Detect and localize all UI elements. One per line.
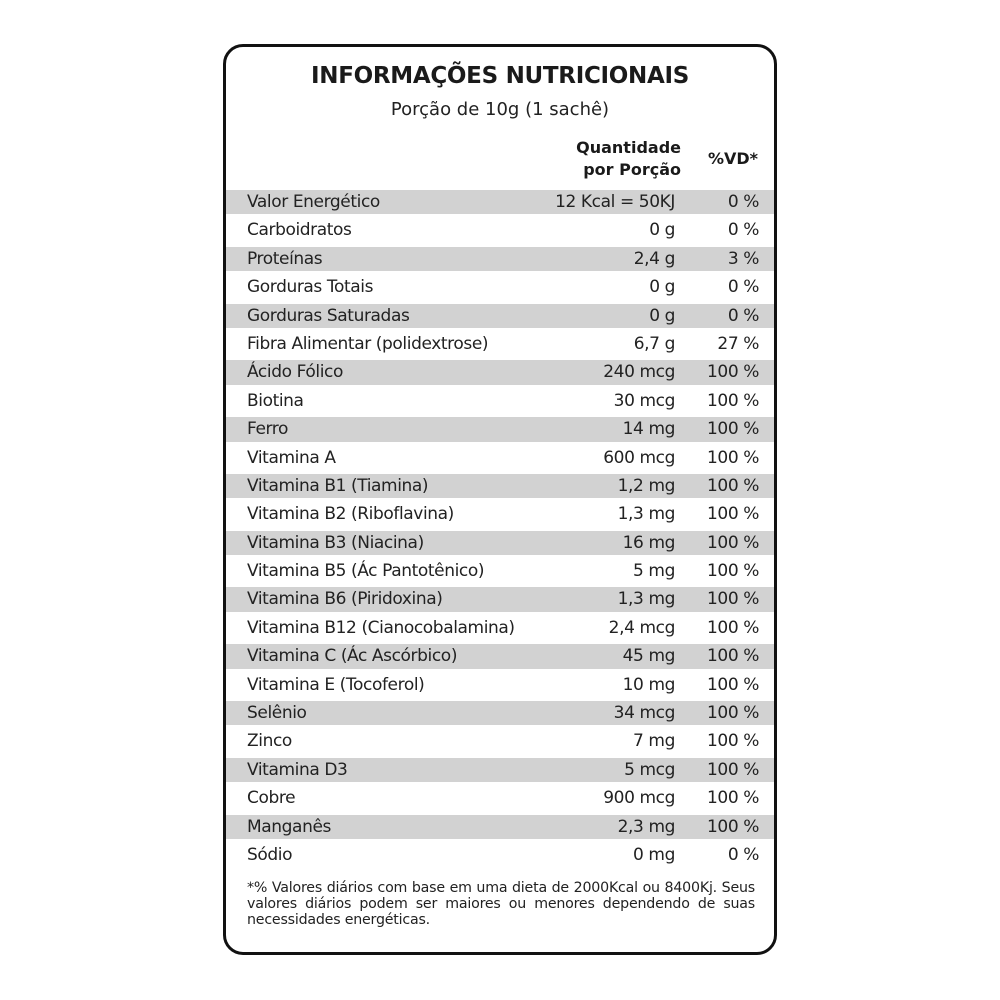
nutrient-quantity: 0 g xyxy=(649,305,675,326)
nutrient-name: Manganês xyxy=(247,816,331,837)
nutrient-table xyxy=(226,188,774,869)
nutrient-row xyxy=(226,642,774,670)
nutrient-quantity: 240 mcg xyxy=(603,362,675,383)
nutrient-name: Zinco xyxy=(247,731,292,752)
row-shading xyxy=(226,701,774,725)
nutrient-daily-value: 100 % xyxy=(706,390,759,411)
nutrient-quantity: 34 mcg xyxy=(613,703,675,724)
nutrient-row xyxy=(226,472,774,500)
nutrient-daily-value: 100 % xyxy=(706,816,759,837)
nutrient-name: Vitamina D3 xyxy=(247,759,348,780)
nutrient-row xyxy=(226,387,774,415)
nutrient-row xyxy=(226,727,774,755)
nutrient-daily-value: 100 % xyxy=(706,447,759,468)
nutrient-quantity: 1,3 mg xyxy=(617,504,675,525)
nutrient-name: Gorduras Totais xyxy=(247,277,374,298)
nutrient-row xyxy=(226,784,774,812)
nutrient-row xyxy=(226,756,774,784)
nutrient-row xyxy=(226,529,774,557)
nutrient-daily-value: 100 % xyxy=(706,475,759,496)
nutrient-quantity: 0 g xyxy=(649,277,675,298)
nutrient-daily-value: 100 % xyxy=(706,703,759,724)
nutrient-daily-value: 100 % xyxy=(706,674,759,695)
nutrient-row xyxy=(226,671,774,699)
nutrient-row xyxy=(226,330,774,358)
nutrient-quantity: 5 mg xyxy=(633,561,675,582)
nutrient-quantity: 16 mg xyxy=(622,532,675,553)
nutrient-name: Ferro xyxy=(247,419,289,440)
column-header-daily-value: %VD* xyxy=(707,149,758,168)
column-header-quantity-line2: por Porção xyxy=(583,160,681,179)
nutrient-daily-value: 0 % xyxy=(727,305,759,326)
nutrient-daily-value: 0 % xyxy=(727,220,759,241)
nutrient-daily-value: 100 % xyxy=(706,759,759,780)
nutrient-row xyxy=(226,358,774,386)
nutrient-quantity: 30 mcg xyxy=(613,390,675,411)
label-title: INFORMAÇÕES NUTRICIONAIS xyxy=(310,63,690,89)
nutrient-name: Vitamina B5 (Ác Pantotênico) xyxy=(247,561,485,582)
nutrient-daily-value: 27 % xyxy=(717,333,759,354)
nutrient-quantity: 900 mcg xyxy=(603,788,675,809)
nutrient-row xyxy=(226,557,774,585)
nutrient-row xyxy=(226,500,774,528)
nutrition-facts-label xyxy=(223,44,777,955)
nutrient-name: Carboidratos xyxy=(247,220,352,241)
nutrient-row xyxy=(226,188,774,216)
nutrient-daily-value: 100 % xyxy=(706,617,759,638)
nutrient-quantity: 14 mg xyxy=(622,419,675,440)
nutrient-daily-value: 0 % xyxy=(727,844,759,865)
serving-size: Porção de 10g (1 sachê) xyxy=(390,99,610,120)
nutrient-row xyxy=(226,444,774,472)
nutrient-quantity: 1,3 mg xyxy=(617,589,675,610)
row-shading xyxy=(226,417,774,441)
column-header-quantity-line1: Quantidade xyxy=(576,138,681,157)
nutrient-name: Vitamina B2 (Riboflavina) xyxy=(247,504,454,525)
nutrient-name: Vitamina B3 (Niacina) xyxy=(247,532,424,553)
nutrient-daily-value: 100 % xyxy=(706,731,759,752)
nutrient-name: Vitamina B1 (Tiamina) xyxy=(247,475,429,496)
nutrient-name: Sódio xyxy=(247,844,293,865)
nutrient-daily-value: 0 % xyxy=(727,277,759,298)
nutrient-quantity: 6,7 g xyxy=(633,333,675,354)
nutrient-daily-value: 100 % xyxy=(706,788,759,809)
nutrient-quantity: 2,3 mg xyxy=(617,816,675,837)
nutrient-quantity: 600 mcg xyxy=(603,447,675,468)
nutrient-daily-value: 100 % xyxy=(706,561,759,582)
nutrient-daily-value: 3 % xyxy=(727,248,759,269)
nutrient-name: Cobre xyxy=(247,788,296,809)
nutrient-quantity: 2,4 mcg xyxy=(608,617,675,638)
nutrient-quantity: 45 mg xyxy=(622,646,675,667)
nutrient-daily-value: 100 % xyxy=(706,419,759,440)
nutrient-name: Ácido Fólico xyxy=(247,362,343,383)
nutrient-name: Vitamina B12 (Cianocobalamina) xyxy=(247,617,515,638)
nutrient-daily-value: 100 % xyxy=(706,504,759,525)
nutrient-row xyxy=(226,415,774,443)
nutrient-daily-value: 100 % xyxy=(706,589,759,610)
column-header-quantity xyxy=(526,137,681,181)
nutrient-name: Fibra Alimentar (polidextrose) xyxy=(247,333,489,354)
nutrient-name: Proteínas xyxy=(247,248,323,269)
nutrient-row xyxy=(226,273,774,301)
nutrient-quantity: 10 mg xyxy=(622,674,675,695)
nutrient-row xyxy=(226,699,774,727)
daily-value-footnote: *% Valores diários com base em uma dieta de 2000Kcal ou 8400Kj. Seus valores diários podem ser maiores ou menores dependendo de suas necessidades energéticas. xyxy=(247,880,755,928)
nutrient-quantity: 0 mg xyxy=(633,844,675,865)
nutrient-name: Biotina xyxy=(247,390,304,411)
nutrient-name: Vitamina E (Tocoferol) xyxy=(247,674,425,695)
nutrient-row xyxy=(226,216,774,244)
nutrient-name: Vitamina A xyxy=(247,447,336,468)
nutrient-row xyxy=(226,813,774,841)
nutrient-quantity: 0 g xyxy=(649,220,675,241)
nutrient-daily-value: 100 % xyxy=(706,362,759,383)
nutrient-name: Selênio xyxy=(247,703,307,724)
nutrient-name: Gorduras Saturadas xyxy=(247,305,410,326)
nutrient-name: Valor Energético xyxy=(247,192,380,212)
nutrient-daily-value: 100 % xyxy=(706,646,759,667)
nutrient-row xyxy=(226,614,774,642)
nutrient-row xyxy=(226,245,774,273)
nutrient-daily-value: 100 % xyxy=(706,532,759,553)
nutrient-quantity: 7 mg xyxy=(633,731,675,752)
nutrient-quantity: 12 Kcal = 50KJ xyxy=(555,192,675,212)
nutrient-quantity: 2,4 g xyxy=(633,248,675,269)
nutrient-quantity: 5 mcg xyxy=(624,759,675,780)
nutrient-name: Vitamina B6 (Piridoxina) xyxy=(247,589,443,610)
nutrient-daily-value: 0 % xyxy=(727,192,759,212)
nutrient-name: Vitamina C (Ác Ascórbico) xyxy=(247,646,458,667)
nutrient-quantity: 1,2 mg xyxy=(617,475,675,496)
nutrient-row xyxy=(226,585,774,613)
nutrient-row xyxy=(226,302,774,330)
nutrient-row xyxy=(226,841,774,869)
